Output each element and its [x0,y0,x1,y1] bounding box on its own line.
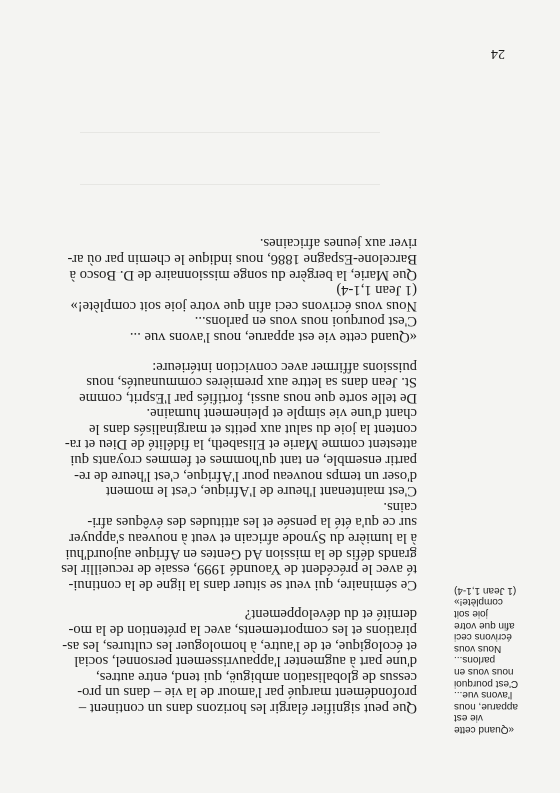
text-line: river aux jeunes africaines. [259,235,417,252]
text-line: De telle sorte que nous aussi, fortifiés par l'Esprit, comme [79,389,417,406]
text-line: d'oser un temps nouveau pour l'Afrique, c'est l'heure de re- [74,467,417,484]
bleed-through-line [80,132,380,133]
margin-quote-line: vie est [454,712,483,724]
body-text [57,235,417,715]
intro-paragraph [57,606,417,715]
margin-quote-line: «Quand cette [454,724,515,735]
margin-quote-line: afin que votre [454,619,515,631]
text-line: et écologique, et de l'autre, à homologuer les cultures, les as- [62,637,417,654]
text-line: C'est pourquoi nous vous en parlons... [194,313,417,330]
margin-quote-line: nous vous en [454,666,514,678]
text-line: d'une part à augmenter l'appauvrissement personnel, social [74,653,417,670]
text-line: Que Marie, la bergère du songe missionnaire de D. Bosco à [69,266,417,283]
text-line: Barcelone-Espagne 1886, nous indique le chemin par où ar- [67,250,417,267]
margin-quote-line: Nous vous [454,642,502,654]
closing-paragraph [57,235,417,344]
text-line: té avec le précédent de Yaoundé 1999, essaie de recueillir les [61,561,417,578]
text-line: content la joie du salut aux petits et marginalisés dans le [88,420,417,437]
text-line: grands défis de la mission Ad Gentes en Afrique aujourd'hui [65,545,417,562]
text-line: Nous vous écrivons ceci afin que votre joie soit complète!» [70,297,417,314]
margin-quote-line: écrivons ceci [454,631,512,643]
margin-quote [454,584,534,735]
text-line: cains. [383,498,417,515]
bleed-through-line [80,184,380,185]
text-line: C'est maintenant l'heure de l'Afrique, c'est le moment [105,483,417,500]
page-number: 24 [491,46,505,61]
text-line: attestent comme Marie et Elisabeth, la fidélité de Dieu et ra- [64,436,417,453]
margin-quote-line: (1 Jean 1,1-4) [454,584,517,596]
margin-quote-line: joie soit [454,608,488,620]
text-line: profondément marqué par l'amour de la vie – dans un pro- [77,684,417,701]
body-paragraph [57,358,417,592]
text-line: sur ce qu'a été la pensée et les attitudes des évêques afri- [87,514,417,531]
text-line: St. Jean dans sa lettre aux premières communautés, nous [86,374,417,391]
margin-quote-line: C'est pourquoi [454,677,519,689]
text-line: Que peut signifier élargir les horizons dans un continent – [78,700,417,716]
text-line: partir ensemble, en tant qu'hommes et femmes croyants qui [70,452,417,469]
text-line: «Quand cette vie est apparue, nous l'avons vue ... [129,328,417,345]
text-line: cessus de globalisation ambiguë, qui tend, entre autres, [96,668,417,685]
text-line: dernité et du développement? [244,606,417,623]
margin-quote-line: apparue, nous [454,700,518,712]
margin-quote-line: complète!» [454,596,503,608]
text-line: chant d'une vie simple et pleinement humaine. [146,405,417,422]
margin-quote-line: l'avons vue... [454,689,513,701]
text-line: puissions affirmer avec conviction intérieure: [152,358,417,375]
text-line: pirations et les comportements, avec la prétention de la mo- [68,622,417,639]
text-line: à la lumière du Synode africain et veut à nouveau s'appuyer [69,530,417,547]
text-line: Ce séminaire, qui veut se situer dans la ligne de la continui- [68,576,417,593]
text-line: (1 Jean 1,1-4) [336,282,417,299]
margin-quote-line: parlons... [454,654,496,666]
